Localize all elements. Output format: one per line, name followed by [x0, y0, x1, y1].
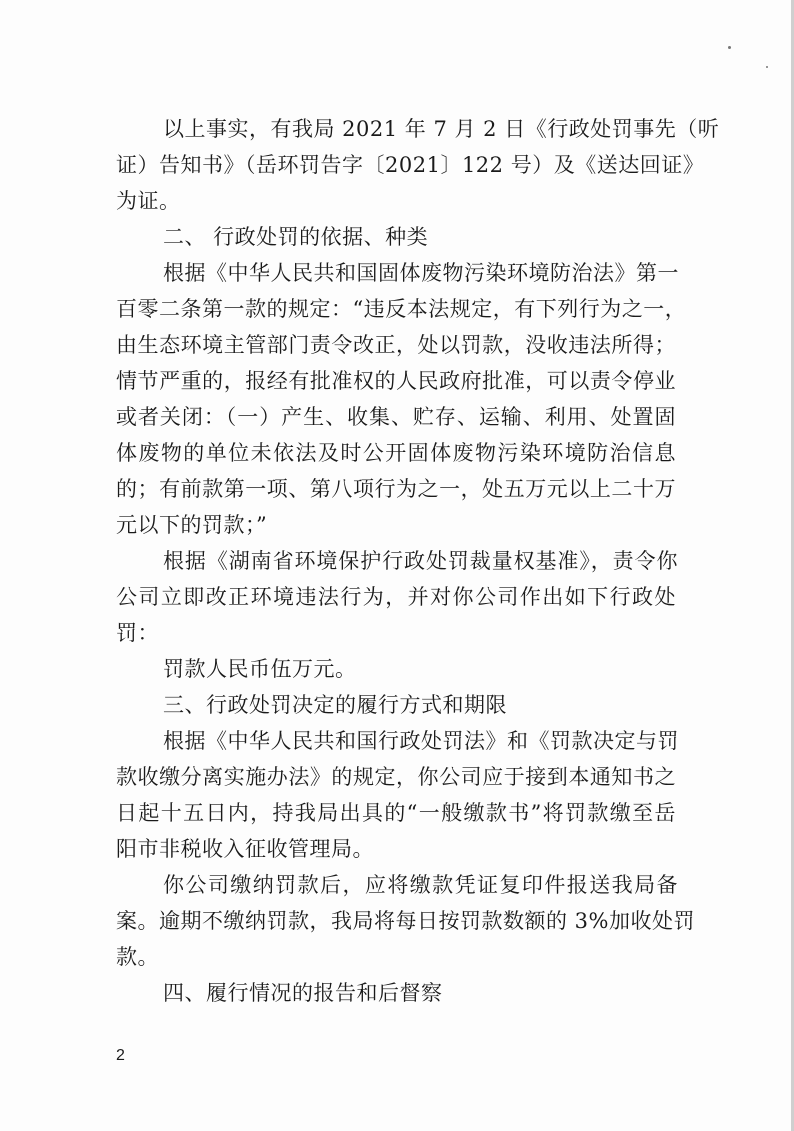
body-line: 根据《湖南省环境保护行政处罚裁量权基准》，责令你 [163, 549, 678, 573]
body-line: 日起十五日内，持我局出具的“一般缴款书”将罚款缴至岳 [116, 801, 676, 825]
body-line: 的；有前款第一项、第八项行为之一，处五万元以上二十万 [116, 477, 676, 501]
body-line: 证）告知书》（岳环罚告字〔2021〕122 号）及《送达回证》 [116, 153, 705, 177]
body-line: 由生态环境主管部门责令改正，处以罚款，没收违法所得； [116, 333, 676, 357]
body-line: 为证。 [116, 189, 181, 213]
body-line: 阳市非税收入征收管理局。 [116, 837, 374, 861]
body-line: 元以下的罚款；” [116, 513, 268, 537]
body-line: 根据《中华人民共和国固体废物污染环境防治法》第一 [163, 261, 679, 285]
body-line: 罚款人民币伍万元。 [163, 657, 357, 681]
page-number: 2 [116, 1047, 125, 1064]
body-line: 或者关闭：（一）产生、收集、贮存、运输、利用、处置固 [116, 405, 676, 429]
section-heading: 四、履行情况的报告和后督察 [163, 981, 443, 1005]
body-line: 公司立即改正环境违法行为，并对你公司作出如下行政处 [116, 585, 676, 609]
body-line: 款。 [116, 945, 159, 969]
section-heading: 二、 行政处罚的依据、种类 [163, 225, 429, 249]
body-line: 根据《中华人民共和国行政处罚法》和《罚款决定与罚 [163, 729, 679, 753]
scan-speck [766, 66, 768, 68]
scan-speck [728, 46, 731, 49]
body-line: 以上事实，有我局 2021 年 7 月 2 日《行政处罚事先（听 [163, 117, 720, 141]
body-line: 百零二条第一款的规定：“违反本法规定，有下列行为之一， [116, 297, 687, 321]
section-heading: 三、行政处罚决定的履行方式和期限 [163, 693, 507, 717]
body-line: 你公司缴纳罚款后，应将缴款凭证复印件报送我局备 [163, 873, 678, 897]
body-line: 款收缴分离实施办法》的规定，你公司应于接到本通知书之 [116, 765, 676, 789]
body-line: 体废物的单位未依法及时公开固体废物污染环境防治信息 [116, 441, 676, 465]
body-line: 罚： [116, 621, 159, 645]
body-line: 案。逾期不缴纳罚款，我局将每日按罚款数额的 3%加收处罚 [116, 909, 695, 933]
body-line: 情节严重的，报经有批准权的人民政府批准，可以责令停业 [116, 369, 676, 393]
